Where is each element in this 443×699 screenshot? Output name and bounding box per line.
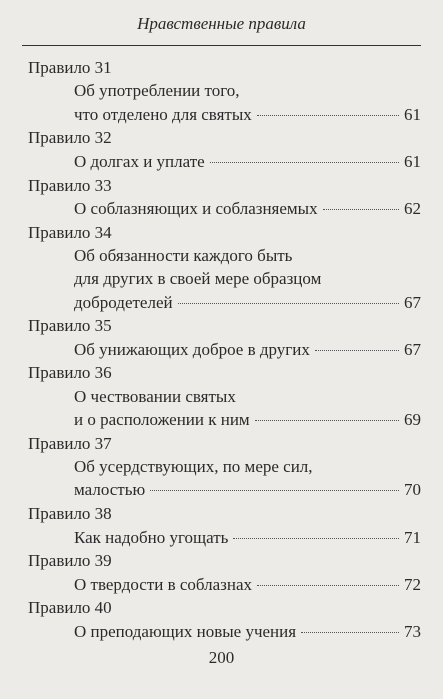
rule-heading: Правило 33 [28, 175, 112, 195]
dot-leader [233, 537, 399, 539]
entry-page-number: 67 [404, 292, 421, 312]
rule-heading: Правило 34 [28, 222, 112, 242]
entry-page-number: 62 [404, 198, 421, 218]
entry-text-line: О долгах и уплате [74, 151, 205, 171]
entry-text-line: О чествовании святых [74, 386, 236, 406]
rule-heading: Правило 37 [28, 433, 112, 453]
entry-text-line: Об унижающих доброе в других [74, 339, 310, 359]
dot-leader [257, 584, 399, 586]
dot-leader [301, 631, 399, 633]
running-header: Нравственные правила [137, 14, 306, 33]
entry-text-line: О соблазняющих и соблазняемых [74, 198, 318, 218]
dot-leader [210, 161, 399, 163]
rule-heading: Правило 32 [28, 128, 112, 148]
entry-page-number: 61 [404, 151, 421, 171]
entry-text-line: для других в своей мере образцом [74, 269, 322, 289]
entry-page-number: 70 [404, 480, 421, 500]
entry-text-line: Об усердствующих, по мере сил, [74, 457, 313, 477]
entry-text-line: малостью [74, 480, 146, 500]
entry-text-line: О преподающих новые учения [74, 621, 297, 641]
toc-entry-row [74, 105, 421, 125]
entry-text-line: Об обязанности каждого быть [74, 245, 293, 265]
entry-page-number: 72 [404, 574, 421, 594]
entry-page-number: 67 [404, 339, 421, 359]
rule-heading: Правило 31 [28, 58, 112, 77]
toc-entry-row [74, 528, 421, 548]
toc-entry-row [74, 622, 421, 642]
dot-leader [257, 114, 399, 116]
rule-heading: Правило 36 [28, 363, 112, 383]
toc-entry-row [74, 575, 421, 595]
rule-heading: Правило 39 [28, 551, 112, 571]
rule-heading: Правило 35 [28, 316, 112, 336]
entry-text-line: Как надобно угощать [74, 527, 229, 547]
entry-page-number: 71 [404, 527, 421, 547]
toc-entry-row [74, 199, 421, 219]
dot-leader [255, 419, 399, 421]
rule-heading: Правило 40 [28, 598, 112, 618]
toc-entry-row [74, 293, 421, 313]
entry-page-number: 61 [404, 104, 421, 124]
entry-text-line: добродетелей [74, 292, 173, 312]
toc-entry-row [74, 480, 421, 500]
entry-page-number: 73 [404, 621, 421, 641]
dot-leader [323, 208, 399, 210]
rule-heading: Правило 38 [28, 504, 112, 524]
entry-text-line: О твердости в соблазнах [74, 574, 253, 594]
page-number: 200 [208, 648, 235, 667]
entry-page-number: 69 [404, 410, 421, 429]
dot-leader [178, 302, 399, 304]
entry-text-line: Об употреблении того, [74, 81, 240, 101]
entry-text-line: что отделено для святых [74, 104, 252, 124]
dot-leader [150, 489, 399, 491]
entry-text-line: и о расположении к ним [74, 410, 250, 429]
toc-entry-row [74, 340, 421, 360]
toc-entry-row [74, 152, 421, 172]
toc-entry-row [74, 410, 421, 430]
dot-leader [315, 349, 399, 351]
